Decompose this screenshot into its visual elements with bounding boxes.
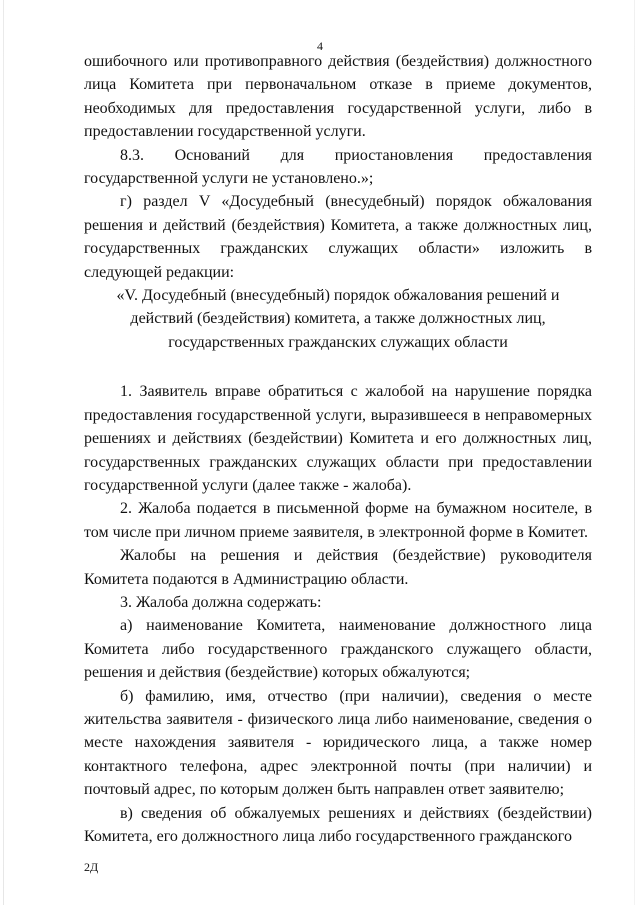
paragraph: 2. Жалоба подается в письменной форме на бумажном носителе, в том числе при личном приеме заявителя, в электронной форме в Комитет. xyxy=(84,500,592,541)
paragraph: б) фамилию, имя, отчество (при наличии), сведения о месте жительства заявителя - физического лица либо наименование, сведения о месте нахождения заявителя - юридического лица, а также номер контактного телефона, адрес электронной почты (при наличии) и почтовый адрес, по которым должен быть направлен ответ заявителю; xyxy=(84,687,592,799)
paragraph: 3. Жалоба должна содержать: xyxy=(120,593,322,611)
document-body xyxy=(84,50,592,848)
section-heading: «V. Досудебный (внесудебный) порядок обжалования решений и действий (бездействия) комитета, а также должностных лиц, государственных гражданских служащих области xyxy=(116,287,560,351)
paragraph: г) раздел V «Досудебный (внесудебный) порядок обжалования решения и действий (бездействия) Комитета, а также должностных лиц, государственных гражданских служащих области» изложить в следующей редакции: xyxy=(84,193,592,281)
paragraph: Жалобы на решения и действия (бездействие) руководителя Комитета подаются в Администрацию области. xyxy=(84,547,592,588)
spacer xyxy=(84,354,592,380)
paragraph: в) сведения об обжалуемых решениях и действиях (бездействии) Комитета, его должностного лица либо государственного гражданского xyxy=(84,804,592,845)
paragraph: 8.3. Оснований для приостановления предоставления государственной услуги не установлено.»; xyxy=(84,146,592,188)
paragraph: а) наименование Комитета, наименование должностного лица Комитета либо государственного гражданского служащего области, решения и действия (бездействие) которых обжалуются; xyxy=(84,617,592,682)
page-number: 4 xyxy=(317,39,323,53)
paragraph: ошибочного или противоправного действия (бездействия) должностного лица Комитета при первоначальном отказе в приеме документов, необходимых для предоставления государственной услуги, либо в предоставлении государственной услуги. xyxy=(84,53,592,141)
paragraph: 1. Заявитель вправе обратиться с жалобой на нарушение порядка предоставления государственной услуги, выразившееся в неправомерных решениях и действиях (бездействии) Комитета и его должностных лиц, государственных гражданских служащих области при предоставлении государственной услуги (далее также - жалоба). xyxy=(84,383,592,494)
scan-edge-right xyxy=(634,0,635,905)
scan-edge-left xyxy=(3,0,4,905)
footer-code: 2Д xyxy=(84,860,99,874)
